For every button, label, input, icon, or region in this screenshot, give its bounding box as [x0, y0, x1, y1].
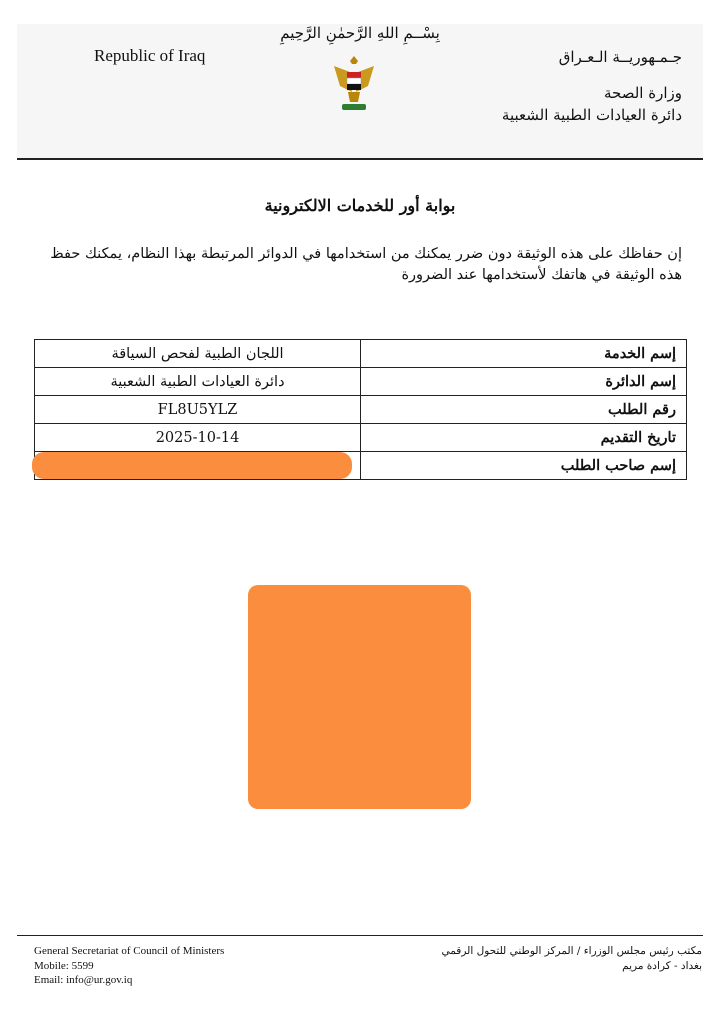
row-value: دائرة العيادات الطبية الشعبية	[35, 368, 361, 396]
republic-title-en: Republic of Iraq	[94, 46, 206, 65]
footer-org-ar: مكتب رئيس مجلس الوزراء / المركز الوطني للتحول الرقمي	[441, 945, 702, 957]
footer-org-en: General Secretariat of Council of Ministers	[34, 945, 225, 957]
department-name: دائرة العيادات الطبية الشعبية	[501, 106, 682, 124]
iraq-eagle-emblem-icon	[330, 52, 378, 114]
republic-title-ar: جـمـهوريــة الـعـراق	[558, 48, 682, 66]
footer-email: Email: info@ur.gov.iq	[34, 974, 133, 986]
notice-text: إن حفاظك على هذه الوثيقة دون ضرر يمكنك من استخدامها في الدوائر المرتبطة بهذا النظام، يمكنك حفظ هذه الوثيقة في هاتفك لأستخدامها عند الضرورة	[50, 246, 682, 283]
portal-title: بوابة أور للخدمات الالكترونية	[264, 196, 456, 215]
basmala: بِسْــمِ اللهِ الرَّحمٰنِ الرَّحِيمِ	[280, 24, 440, 42]
row-label: إسم صاحب الطلب	[361, 452, 687, 480]
row-value: FL8U5YLZ	[35, 396, 361, 424]
row-value: 2025-10-14	[35, 424, 361, 452]
ministry-name: وزارة الصحة	[604, 84, 682, 102]
redacted-qr-code	[248, 585, 471, 809]
row-label: تاريخ التقديم	[361, 424, 687, 452]
row-label: رقم الطلب	[361, 396, 687, 424]
footer-mobile: Mobile: 5599	[34, 959, 94, 972]
redacted-applicant-name	[32, 452, 352, 479]
row-label: إسم الخدمة	[361, 340, 687, 368]
footer-divider	[17, 935, 703, 936]
row-label: إسم الدائرة	[361, 368, 687, 396]
table-row	[35, 340, 687, 368]
footer-address-ar: بغداد - كرادة مريم	[622, 960, 702, 972]
table-row	[35, 368, 687, 396]
footer-contact-ar	[441, 944, 702, 974]
table-row	[35, 396, 687, 424]
row-value: اللجان الطبية لفحص السياقة	[35, 340, 361, 368]
footer-contact-en	[34, 944, 224, 988]
table-row	[35, 424, 687, 452]
